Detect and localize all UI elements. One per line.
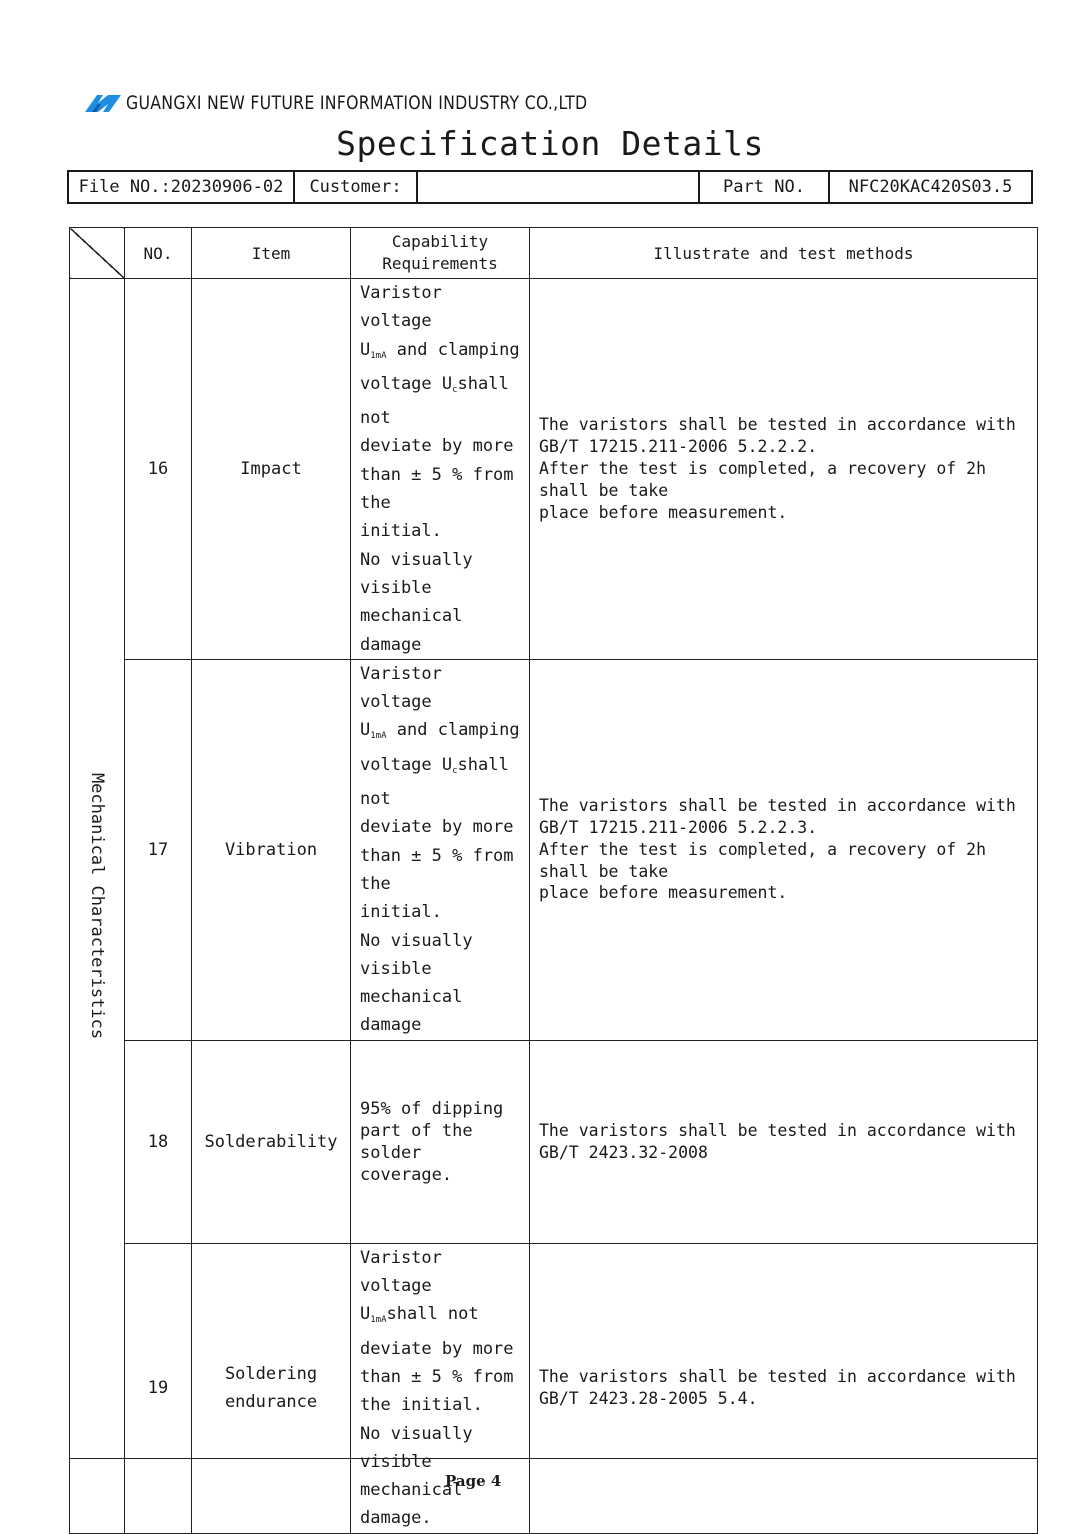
col-header-capability: Capability Requirements bbox=[351, 228, 530, 279]
section-label: Mechanical Characteristics bbox=[87, 772, 107, 1039]
table-header-row bbox=[70, 228, 1038, 279]
customer-value bbox=[418, 172, 700, 202]
corner-diagonal-cell bbox=[70, 228, 125, 279]
table-row bbox=[70, 1040, 1038, 1243]
part-number-value: NFC20KAC420S03.5 bbox=[848, 177, 1013, 197]
row-capability: Varistor voltage $U_{1mA}shall$ not deviate by more than ± 5 % from the initial. No visually visible mechanical damage. bbox=[351, 1243, 530, 1533]
row-number: 16 bbox=[125, 279, 192, 660]
row-number: 17 bbox=[125, 659, 192, 1040]
row-capability: Varistor voltage $U_{1mA}$ and clamping voltage $U_cshall$ not deviate by more than ± 5 % from the initial. No visually visible mechanical damage bbox=[351, 659, 530, 1040]
company-name: GUANGXI NEW FUTURE INFORMATION INDUSTRY CO.,LTD bbox=[126, 92, 588, 114]
row-number: 19 bbox=[125, 1243, 192, 1533]
customer-label: Customer: bbox=[295, 172, 418, 202]
part-number-label: Part NO. bbox=[700, 172, 830, 202]
row-capability: Varistor voltage $U_{1mA}$ and clamping voltage $U_cshall$ not deviate by more than ± 5 % from the initial. No visually visible mechanical damage bbox=[351, 279, 530, 660]
col-header-no: NO. bbox=[125, 228, 192, 279]
row-number: 18 bbox=[125, 1040, 192, 1243]
file-number: File NO.:20230906-02 bbox=[69, 172, 295, 202]
section-label-cell bbox=[70, 279, 125, 1534]
footer-divider bbox=[69, 1458, 1037, 1459]
row-method: The varistors shall be tested in accordance with GB/T 17215.211-2006 5.2.2.3. After the test is completed, a recovery of 2h shall be take place before measurement. bbox=[530, 659, 1038, 1040]
company-header bbox=[84, 88, 627, 118]
table-row bbox=[70, 659, 1038, 1040]
row-capability: 95% of dipping part of the solder coverage. bbox=[351, 1040, 530, 1243]
page-number: Page 4 bbox=[445, 1472, 502, 1490]
row-method: The varistors shall be tested in accordance with GB/T 2423.28-2005 5.4. bbox=[530, 1243, 1038, 1533]
company-logo-icon bbox=[84, 92, 122, 114]
table-row bbox=[70, 1243, 1038, 1533]
document-info-bar bbox=[67, 170, 1033, 204]
row-item: Soldering endurance bbox=[192, 1243, 351, 1533]
document-title: Specification Details bbox=[336, 124, 764, 163]
row-method: The varistors shall be tested in accordance with GB/T 17215.211-2006 5.2.2.2. After the test is completed, a recovery of 2h shall be take place before measurement. bbox=[530, 279, 1038, 660]
spec-table bbox=[69, 227, 1038, 1534]
row-item: Vibration bbox=[192, 659, 351, 1040]
row-method: The varistors shall be tested in accordance with GB/T 2423.32-2008 bbox=[530, 1040, 1038, 1243]
row-item: Solderability bbox=[192, 1040, 351, 1243]
col-header-item: Item bbox=[192, 228, 351, 279]
row-item: Impact bbox=[192, 279, 351, 660]
table-row bbox=[70, 279, 1038, 660]
col-header-methods: Illustrate and test methods bbox=[530, 228, 1038, 279]
